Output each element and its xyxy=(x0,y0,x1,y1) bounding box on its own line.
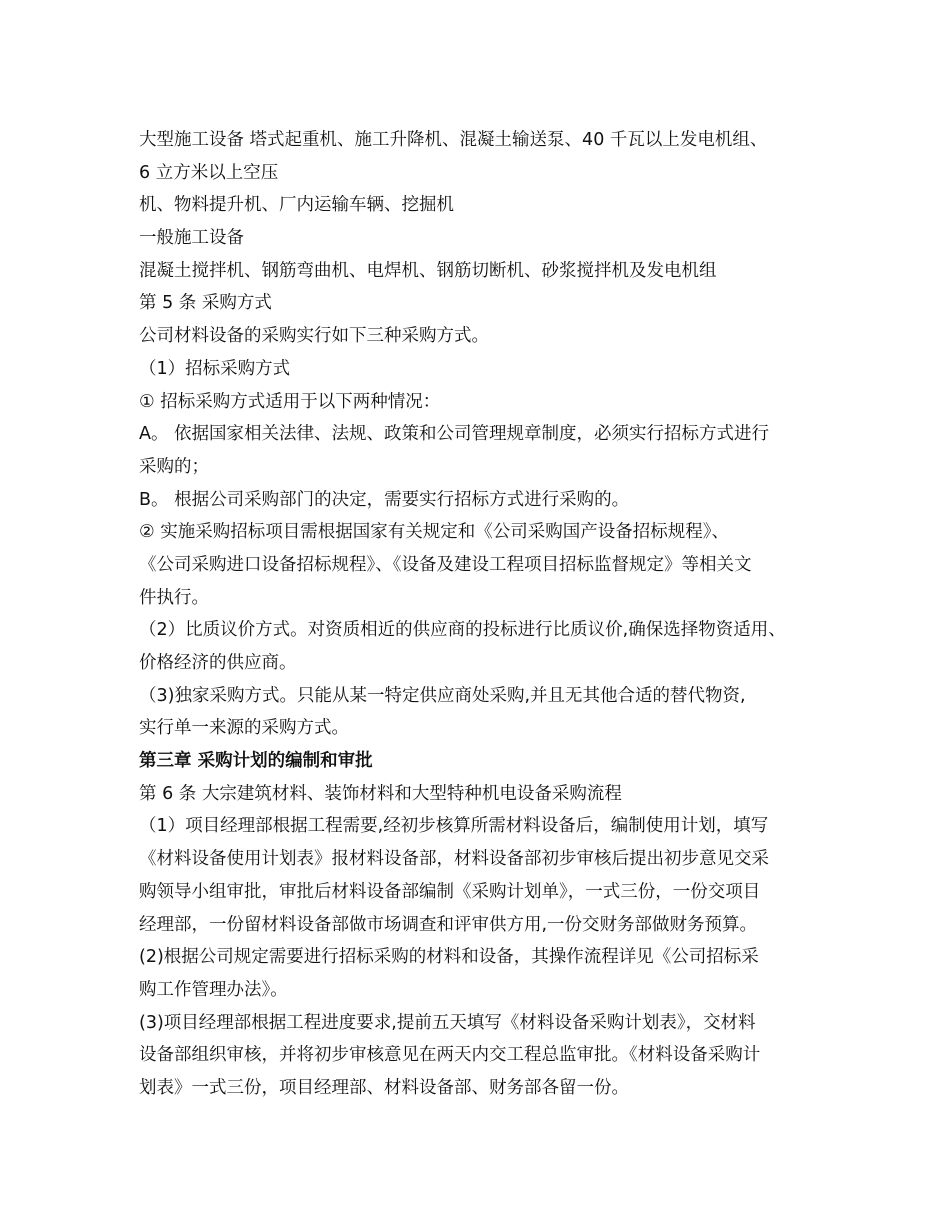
text-line: 《材料设备使用计划表》报材料设备部，材料设备部初步审核后提出初步意见交采 xyxy=(139,849,769,870)
text-line: 大型施工设备 塔式起重机、施工升降机、混凝土输送泵、40 千瓦以上发电机组、 xyxy=(139,130,768,150)
text-line: 实行单一来源的采购方式。 xyxy=(139,718,349,739)
text-line: 件执行。 xyxy=(139,587,209,608)
document-page xyxy=(139,124,829,1105)
article-heading: 第 6 条 大宗建筑材料、装饰材料和大型特种机电设备采购流程 xyxy=(139,783,622,804)
text-line: （1）招标采购方式 xyxy=(139,358,291,379)
text-line: 采购的； xyxy=(139,456,209,477)
text-line: 划表》一式三份，项目经理部、材料设备部、财务部各留一份。 xyxy=(139,1077,629,1098)
text-line: 《公司采购进口设备招标规程》、《设备及建设工程项目招标监督规定》等相关文 xyxy=(139,554,752,575)
text-line: 价格经济的供应商。 xyxy=(139,653,297,673)
text-line: 机、物料提升机、厂内运输车辆、挖掘机 xyxy=(139,195,454,216)
text-line: ② 实施采购招标项目需根据国家有关规定和《公司采购国产设备招标规程》、 xyxy=(139,522,729,543)
text-line: B。 根据公司采购部门的决定，需要实行招标方式进行采购的。 xyxy=(139,489,630,510)
text-line: 购工作管理办法》。 xyxy=(139,979,288,1000)
text-line: (3)项目经理部根据工程进度要求,提前五天填写《材料设备采购计划表》，交材料 xyxy=(139,1012,756,1033)
text-line: （1）项目经理部根据工程需要,经初步核算所需材料设备后，编制使用计划，填写 xyxy=(139,816,769,837)
text-line: 公司材料设备的采购实行如下三种采购方式。 xyxy=(139,326,489,347)
text-line: A。 依据国家相关法律、法规、政策和公司管理规章制度，必须实行招标方式进行 xyxy=(139,424,770,445)
text-line: 一般施工设备 xyxy=(139,228,244,249)
chapter-heading: 第三章 采购计划的编制和审批 xyxy=(139,751,373,772)
text-line: 设备部组织审核，并将初步审核意见在两天内交工程总监审批。《材料设备采购计 xyxy=(139,1045,761,1066)
text-line: （2）比质议价方式。对资质相近的供应商的投标进行比质议价,确保选择物资适用、 xyxy=(139,620,786,641)
text-line: 6 立方米以上空压 xyxy=(139,162,279,183)
text-line: （3)独家采购方式。只能从某一特定供应商处采购,并且无其他合适的替代物资, xyxy=(139,685,746,706)
text-line: 混凝土搅拌机、钢筋弯曲机、电焊机、钢筋切断机、砂浆搅拌机及发电机组 xyxy=(139,260,717,281)
text-line: ① 招标采购方式适用于以下两种情况： xyxy=(139,391,441,412)
text-line: 购领导小组审批，审批后材料设备部编制《采购计划单》，一式三份，一份交项目 xyxy=(139,881,761,902)
article-heading: 第 5 条 采购方式 xyxy=(139,293,272,314)
text-line: (2)根据公司规定需要进行招标采购的材料和设备，其操作流程详见《公司招标采 xyxy=(139,947,759,968)
text-line: 经理部，一份留材料设备部做市场调查和评审供方用,一份交财务部做财务预算。 xyxy=(139,914,758,935)
